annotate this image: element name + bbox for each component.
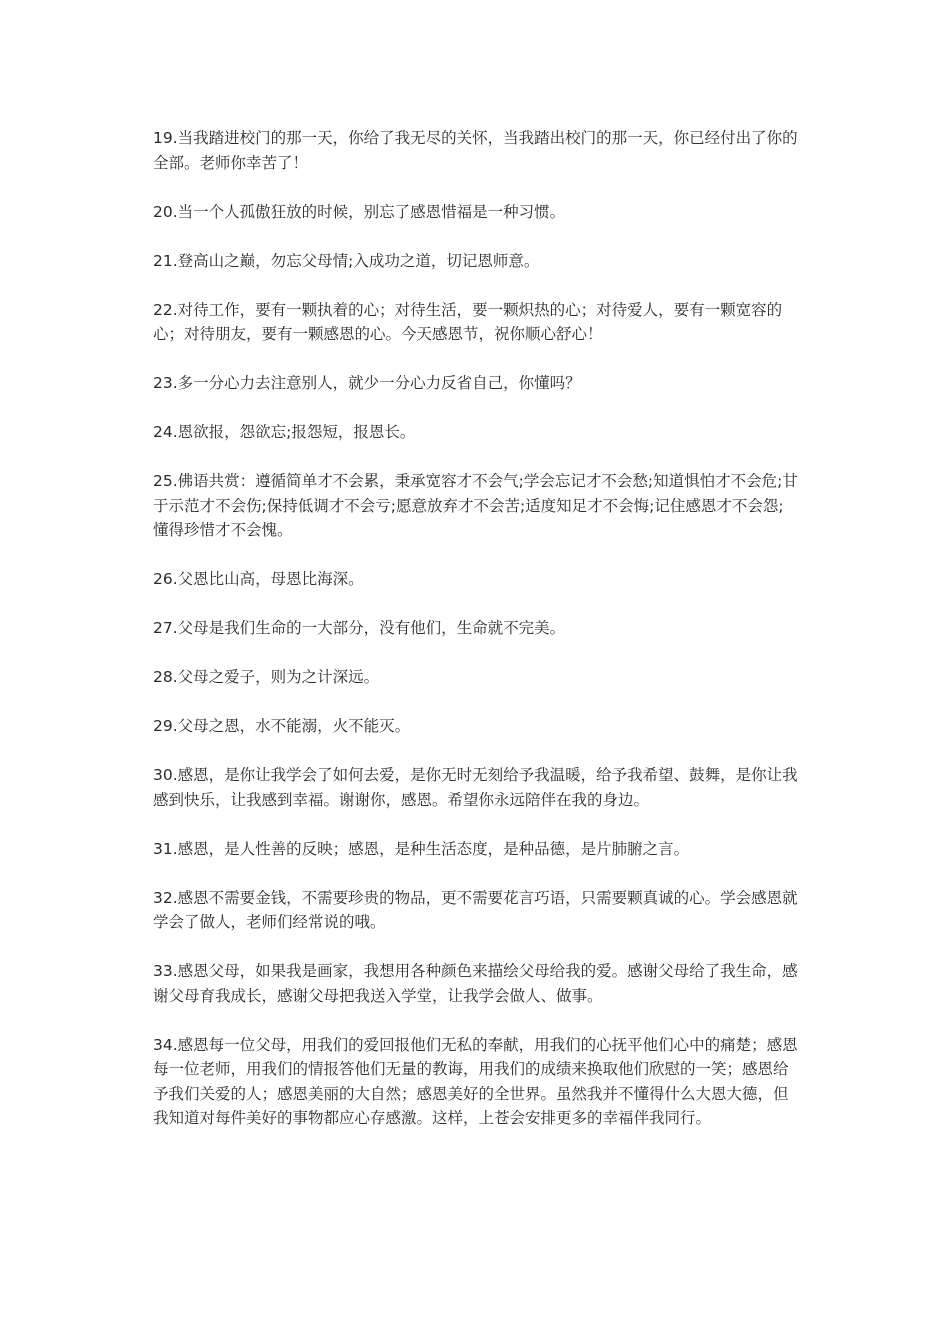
paragraph-20: 20.当一个人孤傲狂放的时候，别忘了感恩惜福是一种习惯。 <box>153 202 566 221</box>
paragraph-22: 22.对待工作，要有一颗执着的心；对待生活，要一颗炽热的心；对待爱人，要有一颗宽容的心；对待朋友，要有一颗感恩的心。今天感恩节，祝你顺心舒心！ <box>153 300 783 343</box>
document-body <box>153 126 798 1155</box>
paragraph-23: 23.多一分心力去注意别人，就少一分心力反省自己，你懂吗？ <box>153 374 581 392</box>
paragraph-28: 28.父母之爱子，则为之计深远。 <box>153 668 380 686</box>
paragraph-32: 32.感恩不需要金钱，不需要珍贵的物品，更不需要花言巧语，只需要颗真诚的心。学会感恩就学会了做人，老师们经常说的哦。 <box>153 888 798 931</box>
paragraph-21: 21.登高山之巅，勿忘父母情;入成功之道，切记恩师意。 <box>153 251 540 270</box>
paragraph-26: 26.父恩比山高，母恩比海深。 <box>153 570 364 588</box>
paragraph-31: 31.感恩，是人性善的反映；感恩，是种生活态度，是种品德，是片肺腑之言。 <box>153 839 690 858</box>
paragraph-29: 29.父母之恩，水不能溺，火不能灭。 <box>153 717 411 735</box>
paragraph-27: 27.父母是我们生命的一大部分，没有他们，生命就不完美。 <box>153 619 566 637</box>
paragraph-25: 25.佛语共赏：遵循简单才不会累，秉承宽容才不会气;学会忘记才不会愁;知道惧怕才不会危;甘于示范才不会伤;保持低调才不会亏;愿意放弃才不会苦;适度知足才不会悔;记住感恩才不会怨;懂得珍惜才不会愧。 <box>153 472 798 539</box>
paragraph-24: 24.恩欲报，怨欲忘;报怨短，报恩长。 <box>153 423 416 441</box>
paragraph-34: 34.感恩每一位父母，用我们的爱回报他们无私的奉献，用我们的心抚平他们心中的痛楚；感恩每一位老师，用我们的情报答他们无量的教诲，用我们的成绩来换取他们欣慰的一笑；感恩给予我们关爱的人；感恩美丽的大自然；感恩美好的全世界。虽然我并不懂得什么大恩大德，但我知道对每件美好的事物都应心存感激。这样，上苍会安排更多的幸福伴我同行。 <box>153 1035 798 1127</box>
paragraph-30: 30.感恩，是你让我学会了如何去爱，是你无时无刻给予我温暖，给予我希望、鼓舞，是你让我感到快乐，让我感到幸福。谢谢你，感恩。希望你永远陪伴在我的身边。 <box>153 766 798 809</box>
paragraph-19: 19.当我踏进校门的那一天，你给了我无尽的关怀，当我踏出校门的那一天，你已经付出了你的全部。老师你幸苦了！ <box>153 129 798 172</box>
paragraph-33: 33.感恩父母，如果我是画家，我想用各种颜色来描绘父母给我的爱。感谢父母给了我生命，感谢父母育我成长，感谢父母把我送入学堂，让我学会做人、做事。 <box>153 962 798 1005</box>
